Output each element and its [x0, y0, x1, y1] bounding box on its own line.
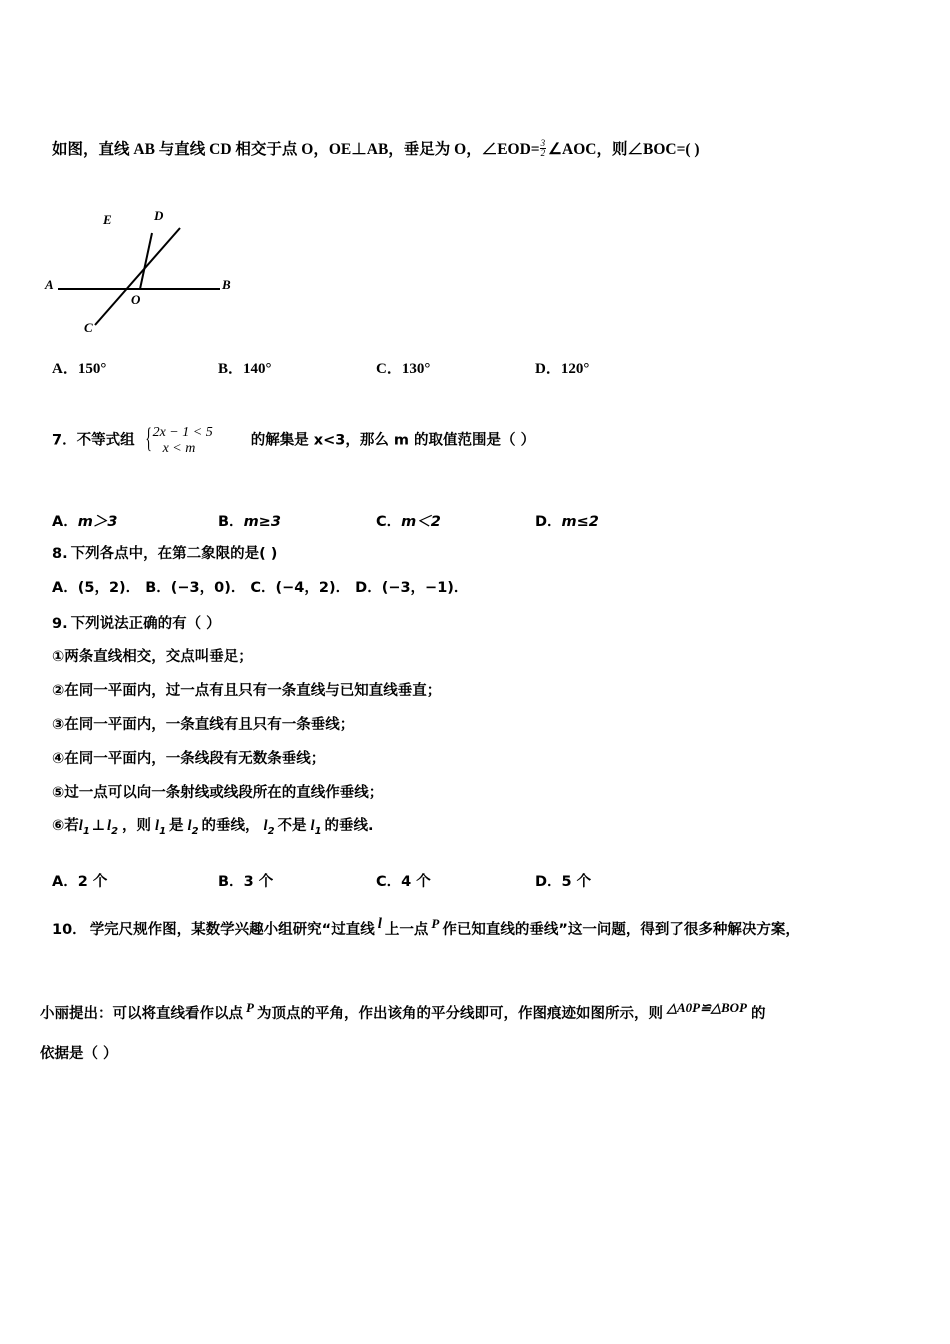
- question-9-option-c: C．4 个: [376, 874, 431, 890]
- figure-label-B: B: [222, 277, 231, 292]
- question-7-stem-pre: 不等式组: [76, 432, 135, 449]
- question-9-item-6: ⑥若$l_1$ ⊥ $l_2$ ，则 $l_1$ 是 $l_2$ 的垂线， $l_2$ 不是 $l_1$ 的垂线.: [52, 818, 374, 837]
- question-6-fraction: $\frac{3}{2}$: [540, 137, 546, 158]
- question-8-stem: 8. 下列各点中，在第二象限的是( ): [52, 546, 278, 562]
- question-7-system: { 2x − 1 < 5 x < m: [145, 425, 213, 457]
- question-8-number: 8.: [52, 546, 68, 562]
- question-7-stem-post: 的解集是 x<3，那么 m 的取值范围是（ ）: [250, 432, 536, 449]
- question-9-option-a: A．2 个: [52, 874, 108, 890]
- figure-label-A: A: [45, 277, 54, 292]
- question-6-option-d: D．120°: [535, 361, 590, 377]
- question-6-figure-svg: [40, 215, 240, 345]
- question-10-line-1: 10． 学完尺规作图，某数学兴趣小组研究“过直线 l 上一点 P 作已知直线的垂线”这一问题，得到了很多种解决方案，: [52, 916, 800, 938]
- question-8-options: A．(5，2)． B．(−3，0)． C．(−4，2)． D．(−3，−1)．: [52, 580, 469, 596]
- question-6-stem-pre: 如图，直线 AB 与直线 CD 相交于点 O，OE⊥AB，垂足为 O，∠EOD=: [52, 141, 540, 158]
- question-6-option-c: C．130°: [376, 361, 431, 377]
- question-7-option-c: C．m＜2: [376, 514, 441, 530]
- figure-label-E: E: [103, 212, 112, 227]
- figure-label-O: O: [131, 292, 141, 307]
- question-6: [52, 138, 912, 161]
- question-7-number: 7．: [52, 432, 77, 449]
- question-7-option-d: D．m≤2: [535, 514, 599, 530]
- question-9-item-2: ②在同一平面内，过一点有且只有一条直线与已知直线垂直；: [52, 683, 442, 699]
- question-7-option-b: B．m≥3: [218, 514, 281, 530]
- question-6-stem-post: ∠AOC，则∠BOC=( ): [548, 141, 700, 158]
- question-10-number: 10．: [52, 921, 87, 938]
- question-9-item-3: ③在同一平面内，一条直线有且只有一条垂线；: [52, 717, 355, 733]
- question-6-option-a: A．150°: [52, 361, 107, 377]
- question-9-stem: 9. 下列说法正确的有（ ）: [52, 616, 221, 632]
- figure-label-D: D: [154, 208, 164, 223]
- question-7-option-a: A．m＞3: [52, 514, 118, 530]
- question-9-item-5: ⑤过一点可以向一条射线或线段所在的直线作垂线；: [52, 785, 384, 801]
- figure-label-C: C: [84, 320, 93, 335]
- question-9-number: 9.: [52, 616, 68, 632]
- question-9-option-b: B．3 个: [218, 874, 274, 890]
- question-9-item-4: ④在同一平面内，一条线段有无数条垂线；: [52, 751, 326, 767]
- question-6-option-b: B．140°: [218, 361, 272, 377]
- question-10-line-3: 依据是（ ）: [40, 1046, 118, 1062]
- question-10-line-2: 小丽提出：可以将直线看作以点 P 为顶点的平角，作出该角的平分线即可，作图痕迹如图所示，则 △A0P≌△BOP 的: [40, 1000, 766, 1022]
- question-9-item-1: ①两条直线相交，交点叫垂足；: [52, 649, 253, 665]
- question-6-figure: [40, 208, 240, 345]
- question-9-option-d: D．5 个: [535, 874, 592, 890]
- question-7: [52, 425, 912, 457]
